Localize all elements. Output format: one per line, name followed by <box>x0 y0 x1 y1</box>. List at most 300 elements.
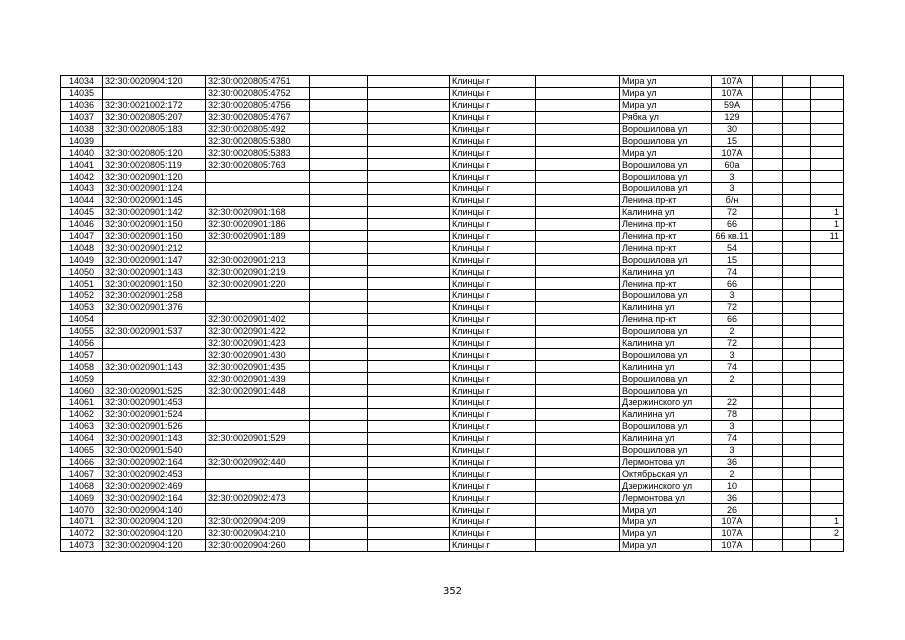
blank-column-e <box>368 147 450 159</box>
street-cell: Ленина пр-кт <box>620 313 712 325</box>
blank-column-d-cell <box>783 135 811 147</box>
blank-column-c-cell <box>753 242 783 254</box>
cadastral-number-cell: 32:30:0020901:120 <box>103 171 206 183</box>
quantity-cell <box>811 397 844 409</box>
street-cell: Ворошилова ул <box>620 444 712 456</box>
house-number-cell: 26 <box>712 504 753 516</box>
blank-column-d-cell <box>783 278 811 290</box>
table-row <box>61 87 844 99</box>
quantity-cell <box>811 539 844 551</box>
blank-column-c-cell <box>753 218 783 230</box>
blank-column-d-cell <box>783 504 811 516</box>
blank-column-d-cell <box>783 99 811 111</box>
quantity-cell <box>811 468 844 480</box>
house-number-cell: 22 <box>712 397 753 409</box>
city-cell: Клинцы г <box>450 361 536 373</box>
cadastral-number-cell: 32:30:0020901:376 <box>103 301 206 313</box>
table-row <box>61 408 844 420</box>
house-number-cell: 2 <box>712 325 753 337</box>
blank-column-a-cell <box>310 373 368 385</box>
table-row <box>61 325 844 337</box>
cadastral-number-cell: 32:30:0020901:537 <box>103 325 206 337</box>
blank-column-d-cell <box>783 361 811 373</box>
blank-column-c-cell <box>753 230 783 242</box>
quantity-cell <box>811 373 844 385</box>
house-number-cell: 74 <box>712 361 753 373</box>
object-cadastral-number-cell: 32:30:0020901:430 <box>206 349 310 361</box>
cadastral-number-cell <box>103 313 206 325</box>
blank-column-c-cell <box>753 206 783 218</box>
blank-column-e <box>368 278 450 290</box>
quantity-cell <box>811 456 844 468</box>
city-cell: Клинцы г <box>450 468 536 480</box>
object-cadastral-number-cell: 32:30:0020904:209 <box>206 515 310 527</box>
blank-column-d-cell <box>783 492 811 504</box>
street-cell: Калинина ул <box>620 301 712 313</box>
street-cell: Ворошилова ул <box>620 254 712 266</box>
blank-column-e <box>368 99 450 111</box>
house-number-cell: 54 <box>712 242 753 254</box>
city-cell: Клинцы г <box>450 480 536 492</box>
table-row <box>61 278 844 290</box>
city-cell: Клинцы г <box>450 349 536 361</box>
street-cell: Ворошилова ул <box>620 373 712 385</box>
city-cell: Клинцы г <box>450 99 536 111</box>
city-cell: Клинцы г <box>450 539 536 551</box>
blank-column-c-cell <box>753 87 783 99</box>
record-number-cell: 14060 <box>61 385 103 397</box>
street-cell: Калинина ул <box>620 432 712 444</box>
blank-column-b-cell <box>536 325 620 337</box>
blank-column-c-cell <box>753 480 783 492</box>
record-number-cell: 14053 <box>61 301 103 313</box>
blank-column-b-cell <box>536 230 620 242</box>
record-number-cell: 14039 <box>61 135 103 147</box>
quantity-cell <box>811 492 844 504</box>
blank-column-b-cell <box>536 242 620 254</box>
blank-column-c-cell <box>753 504 783 516</box>
street-cell: Ленина пр-кт <box>620 230 712 242</box>
blank-column-a-cell <box>310 278 368 290</box>
cadastral-number-cell: 32:30:0021002:172 <box>103 99 206 111</box>
blank-column-b-cell <box>536 218 620 230</box>
cadastral-number-cell: 32:30:0020901:525 <box>103 385 206 397</box>
record-number-cell: 14071 <box>61 515 103 527</box>
house-number-cell: 30 <box>712 123 753 135</box>
table-row <box>61 290 844 302</box>
blank-column-b-cell <box>536 135 620 147</box>
house-number-cell: 72 <box>712 206 753 218</box>
blank-column-b-cell <box>536 456 620 468</box>
blank-column-a-cell <box>310 397 368 409</box>
blank-column-b-cell <box>536 290 620 302</box>
street-cell: Ворошилова ул <box>620 135 712 147</box>
object-cadastral-number-cell: 32:30:0020805:763 <box>206 159 310 171</box>
table-row <box>61 301 844 313</box>
house-number-cell: 66 <box>712 313 753 325</box>
quantity-cell <box>811 432 844 444</box>
blank-column-a-cell <box>310 301 368 313</box>
quantity-cell <box>811 385 844 397</box>
street-cell: Ленина пр-кт <box>620 242 712 254</box>
city-cell: Клинцы г <box>450 432 536 444</box>
street-cell: Мира ул <box>620 147 712 159</box>
blank-column-e <box>368 408 450 420</box>
city-cell: Клинцы г <box>450 456 536 468</box>
table-row <box>61 206 844 218</box>
object-cadastral-number-cell: 32:30:0020805:492 <box>206 123 310 135</box>
object-cadastral-number-cell <box>206 183 310 195</box>
record-number-cell: 14038 <box>61 123 103 135</box>
blank-column-b-cell <box>536 206 620 218</box>
cadastral-number-cell: 32:30:0020901:124 <box>103 183 206 195</box>
blank-column-e <box>368 194 450 206</box>
object-cadastral-number-cell: 32:30:0020902:473 <box>206 492 310 504</box>
blank-column-e <box>368 539 450 551</box>
record-number-cell: 14050 <box>61 266 103 278</box>
city-cell: Клинцы г <box>450 397 536 409</box>
table-row <box>61 313 844 325</box>
record-number-cell: 14056 <box>61 337 103 349</box>
house-number-cell: 3 <box>712 171 753 183</box>
object-cadastral-number-cell: 32:30:0020901:186 <box>206 218 310 230</box>
blank-column-a-cell <box>310 337 368 349</box>
cadastral-number-cell: 32:30:0020904:120 <box>103 515 206 527</box>
table-row <box>61 194 844 206</box>
blank-column-b-cell <box>536 444 620 456</box>
blank-column-a-cell <box>310 206 368 218</box>
cadastral-number-cell <box>103 373 206 385</box>
table-row <box>61 397 844 409</box>
record-number-cell: 14040 <box>61 147 103 159</box>
blank-column-a-cell <box>310 325 368 337</box>
object-cadastral-number-cell: 32:30:0020904:260 <box>206 539 310 551</box>
object-cadastral-number-cell: 32:30:0020901:220 <box>206 278 310 290</box>
cadastral-number-cell: 32:30:0020805:183 <box>103 123 206 135</box>
object-cadastral-number-cell <box>206 290 310 302</box>
street-cell: Ворошилова ул <box>620 290 712 302</box>
cadastral-number-cell: 32:30:0020901:143 <box>103 266 206 278</box>
blank-column-a-cell <box>310 87 368 99</box>
blank-column-d-cell <box>783 266 811 278</box>
blank-column-a-cell <box>310 183 368 195</box>
table-row <box>61 492 844 504</box>
table-body <box>61 76 844 552</box>
blank-column-e <box>368 397 450 409</box>
city-cell: Клинцы г <box>450 266 536 278</box>
blank-column-e <box>368 111 450 123</box>
record-number-cell: 14058 <box>61 361 103 373</box>
object-cadastral-number-cell <box>206 397 310 409</box>
object-cadastral-number-cell: 32:30:0020901:219 <box>206 266 310 278</box>
cadastral-number-cell: 32:30:0020904:120 <box>103 527 206 539</box>
cadastral-number-cell: 32:30:0020902:164 <box>103 456 206 468</box>
quantity-cell <box>811 123 844 135</box>
cadastral-number-cell: 32:30:0020901:147 <box>103 254 206 266</box>
blank-column-d-cell <box>783 539 811 551</box>
blank-column-c-cell <box>753 361 783 373</box>
table-row <box>61 349 844 361</box>
blank-column-c-cell <box>753 325 783 337</box>
blank-column-d-cell <box>783 147 811 159</box>
street-cell: Дзержинского ул <box>620 397 712 409</box>
quantity-cell <box>811 313 844 325</box>
blank-column-a-cell <box>310 408 368 420</box>
record-number-cell: 14043 <box>61 183 103 195</box>
city-cell: Клинцы г <box>450 290 536 302</box>
city-cell: Клинцы г <box>450 337 536 349</box>
record-number-cell: 14062 <box>61 408 103 420</box>
blank-column-a-cell <box>310 456 368 468</box>
blank-column-d-cell <box>783 206 811 218</box>
street-cell: Ленина пр-кт <box>620 218 712 230</box>
street-cell: Мира ул <box>620 76 712 88</box>
cadastral-number-cell: 32:30:0020901:150 <box>103 218 206 230</box>
object-cadastral-number-cell <box>206 242 310 254</box>
blank-column-e <box>368 254 450 266</box>
blank-column-b-cell <box>536 123 620 135</box>
blank-column-c-cell <box>753 76 783 88</box>
blank-column-c-cell <box>753 290 783 302</box>
object-cadastral-number-cell: 32:30:0020805:5380 <box>206 135 310 147</box>
blank-column-c-cell <box>753 194 783 206</box>
blank-column-e <box>368 301 450 313</box>
blank-column-b-cell <box>536 539 620 551</box>
city-cell: Клинцы г <box>450 385 536 397</box>
table-row <box>61 111 844 123</box>
city-cell: Клинцы г <box>450 230 536 242</box>
blank-column-b-cell <box>536 527 620 539</box>
blank-column-d-cell <box>783 183 811 195</box>
blank-column-e <box>368 171 450 183</box>
table-row <box>61 183 844 195</box>
record-number-cell: 14044 <box>61 194 103 206</box>
blank-column-d-cell <box>783 301 811 313</box>
blank-column-b-cell <box>536 313 620 325</box>
blank-column-e <box>368 456 450 468</box>
blank-column-b-cell <box>536 254 620 266</box>
object-cadastral-number-cell: 32:30:0020805:4767 <box>206 111 310 123</box>
quantity-cell <box>811 504 844 516</box>
blank-column-e <box>368 76 450 88</box>
object-cadastral-number-cell: 32:30:0020805:4751 <box>206 76 310 88</box>
house-number-cell: 66 кв.11 <box>712 230 753 242</box>
house-number-cell: 2 <box>712 468 753 480</box>
blank-column-c-cell <box>753 135 783 147</box>
quantity-cell <box>811 135 844 147</box>
blank-column-b-cell <box>536 408 620 420</box>
blank-column-a-cell <box>310 444 368 456</box>
street-cell: Калинина ул <box>620 408 712 420</box>
record-number-cell: 14045 <box>61 206 103 218</box>
object-cadastral-number-cell: 32:30:0020902:440 <box>206 456 310 468</box>
house-number-cell: 78 <box>712 408 753 420</box>
house-number-cell: 59А <box>712 99 753 111</box>
street-cell: Ворошилова ул <box>620 123 712 135</box>
city-cell: Клинцы г <box>450 504 536 516</box>
blank-column-a-cell <box>310 539 368 551</box>
city-cell: Клинцы г <box>450 76 536 88</box>
blank-column-a-cell <box>310 385 368 397</box>
object-cadastral-number-cell: 32:30:0020805:5383 <box>206 147 310 159</box>
record-number-cell: 14061 <box>61 397 103 409</box>
cadastral-number-cell: 32:30:0020901:258 <box>103 290 206 302</box>
object-cadastral-number-cell <box>206 420 310 432</box>
street-cell: Ленина пр-кт <box>620 194 712 206</box>
table-row <box>61 123 844 135</box>
blank-column-a-cell <box>310 468 368 480</box>
house-number-cell: 74 <box>712 432 753 444</box>
blank-column-e <box>368 123 450 135</box>
record-number-cell: 14054 <box>61 313 103 325</box>
blank-column-c-cell <box>753 171 783 183</box>
house-number-cell <box>712 385 753 397</box>
blank-column-b-cell <box>536 385 620 397</box>
object-cadastral-number-cell: 32:30:0020901:529 <box>206 432 310 444</box>
city-cell: Клинцы г <box>450 278 536 290</box>
blank-column-b-cell <box>536 480 620 492</box>
street-cell: Мира ул <box>620 87 712 99</box>
blank-column-d-cell <box>783 515 811 527</box>
street-cell: Мира ул <box>620 539 712 551</box>
city-cell: Клинцы г <box>450 123 536 135</box>
quantity-cell <box>811 349 844 361</box>
city-cell: Клинцы г <box>450 218 536 230</box>
street-cell: Ворошилова ул <box>620 420 712 432</box>
quantity-cell: 2 <box>811 527 844 539</box>
street-cell: Калинина ул <box>620 337 712 349</box>
record-number-cell: 14036 <box>61 99 103 111</box>
quantity-cell: 11 <box>811 230 844 242</box>
street-cell: Ворошилова ул <box>620 325 712 337</box>
object-cadastral-number-cell: 32:30:0020901:439 <box>206 373 310 385</box>
blank-column-c-cell <box>753 254 783 266</box>
quantity-cell: 1 <box>811 218 844 230</box>
cadastral-number-cell: 32:30:0020902:453 <box>103 468 206 480</box>
quantity-cell <box>811 408 844 420</box>
object-cadastral-number-cell <box>206 171 310 183</box>
blank-column-d-cell <box>783 444 811 456</box>
quantity-cell <box>811 194 844 206</box>
cadastral-number-cell: 32:30:0020904:140 <box>103 504 206 516</box>
street-cell: Калинина ул <box>620 266 712 278</box>
record-number-cell: 14063 <box>61 420 103 432</box>
blank-column-e <box>368 337 450 349</box>
city-cell: Клинцы г <box>450 408 536 420</box>
quantity-cell <box>811 290 844 302</box>
city-cell: Клинцы г <box>450 325 536 337</box>
table-row <box>61 432 844 444</box>
blank-column-a-cell <box>310 515 368 527</box>
blank-column-e <box>368 373 450 385</box>
blank-column-d-cell <box>783 456 811 468</box>
blank-column-e <box>368 444 450 456</box>
record-number-cell: 14037 <box>61 111 103 123</box>
blank-column-e <box>368 230 450 242</box>
blank-column-c-cell <box>753 111 783 123</box>
table-row <box>61 420 844 432</box>
quantity-cell: 1 <box>811 515 844 527</box>
record-number-cell: 14048 <box>61 242 103 254</box>
street-cell: Лермонтова ул <box>620 492 712 504</box>
blank-column-b-cell <box>536 87 620 99</box>
street-cell: Октябрьская ул <box>620 468 712 480</box>
record-number-cell: 14068 <box>61 480 103 492</box>
blank-column-c-cell <box>753 444 783 456</box>
blank-column-a-cell <box>310 76 368 88</box>
object-cadastral-number-cell <box>206 408 310 420</box>
blank-column-b-cell <box>536 99 620 111</box>
blank-column-b-cell <box>536 361 620 373</box>
record-number-cell: 14070 <box>61 504 103 516</box>
blank-column-d-cell <box>783 230 811 242</box>
blank-column-b-cell <box>536 337 620 349</box>
quantity-cell <box>811 87 844 99</box>
blank-column-e <box>368 385 450 397</box>
object-cadastral-number-cell <box>206 444 310 456</box>
street-cell: Мира ул <box>620 504 712 516</box>
street-cell: Ворошилова ул <box>620 171 712 183</box>
blank-column-b-cell <box>536 266 620 278</box>
house-number-cell: 3 <box>712 290 753 302</box>
street-cell: Лермонтова ул <box>620 456 712 468</box>
blank-column-d-cell <box>783 159 811 171</box>
table-row <box>61 242 844 254</box>
blank-column-d-cell <box>783 397 811 409</box>
record-number-cell: 14072 <box>61 527 103 539</box>
street-cell: Ворошилова ул <box>620 385 712 397</box>
table-row <box>61 385 844 397</box>
object-cadastral-number-cell <box>206 504 310 516</box>
cadastral-number-cell: 32:30:0020805:207 <box>103 111 206 123</box>
city-cell: Клинцы г <box>450 515 536 527</box>
object-cadastral-number-cell: 32:30:0020901:402 <box>206 313 310 325</box>
blank-column-b-cell <box>536 373 620 385</box>
quantity-cell <box>811 242 844 254</box>
record-number-cell: 14055 <box>61 325 103 337</box>
city-cell: Клинцы г <box>450 159 536 171</box>
blank-column-d-cell <box>783 313 811 325</box>
cadastral-number-cell: 32:30:0020904:120 <box>103 539 206 551</box>
table-row <box>61 159 844 171</box>
blank-column-c-cell <box>753 408 783 420</box>
record-number-cell: 14073 <box>61 539 103 551</box>
blank-column-b-cell <box>536 194 620 206</box>
quantity-cell <box>811 278 844 290</box>
table-row <box>61 373 844 385</box>
blank-column-c-cell <box>753 420 783 432</box>
record-number-cell: 14049 <box>61 254 103 266</box>
table-row <box>61 468 844 480</box>
record-number-cell: 14046 <box>61 218 103 230</box>
object-cadastral-number-cell <box>206 480 310 492</box>
blank-column-c-cell <box>753 313 783 325</box>
object-cadastral-number-cell: 32:30:0020805:4756 <box>206 99 310 111</box>
blank-column-c-cell <box>753 266 783 278</box>
quantity-cell <box>811 325 844 337</box>
blank-column-d-cell <box>783 254 811 266</box>
blank-column-d-cell <box>783 527 811 539</box>
city-cell: Клинцы г <box>450 171 536 183</box>
blank-column-d-cell <box>783 408 811 420</box>
house-number-cell: 3 <box>712 420 753 432</box>
blank-column-b-cell <box>536 504 620 516</box>
cadastral-number-cell: 32:30:0020902:469 <box>103 480 206 492</box>
blank-column-c-cell <box>753 337 783 349</box>
blank-column-c-cell <box>753 147 783 159</box>
house-number-cell: 74 <box>712 266 753 278</box>
blank-column-a-cell <box>310 361 368 373</box>
